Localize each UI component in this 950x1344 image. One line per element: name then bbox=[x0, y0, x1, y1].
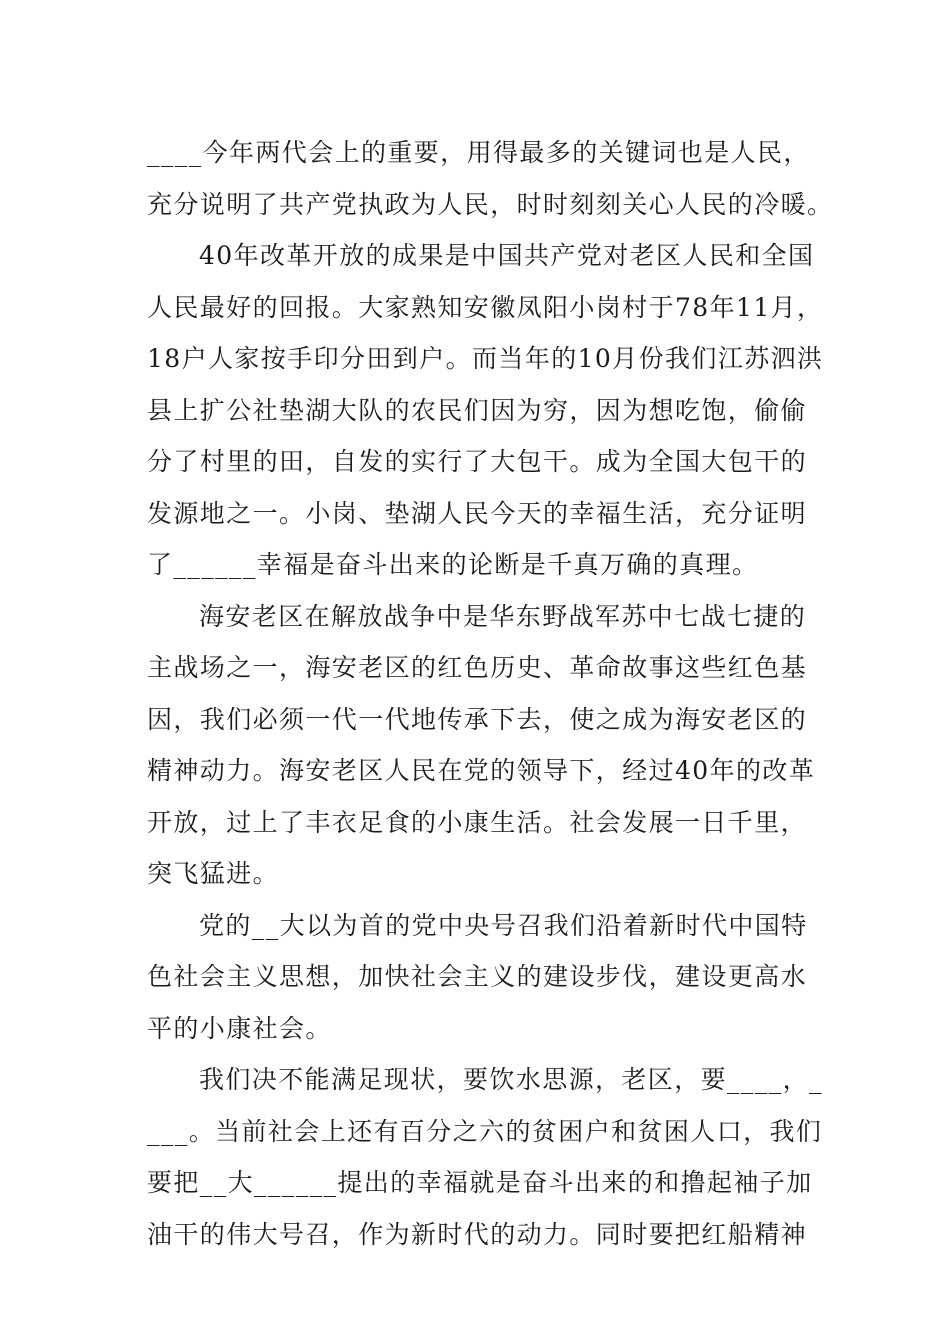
text-line: 18户人家按手印分田到户。而当年的10月份我们江苏泗洪 bbox=[147, 344, 824, 373]
text-line: 人民最好的回报。大家熟知安徽凤阳小岗村于78年11月， bbox=[147, 292, 824, 322]
paragraph-3 bbox=[147, 591, 816, 900]
document-body bbox=[147, 127, 834, 1260]
paragraph-2 bbox=[147, 230, 824, 591]
text-line: 县上扩公社垫湖大队的农民们因为穷，因为想吃饱，偷偷 bbox=[147, 395, 808, 425]
text-line: 精神动力。海安老区人民在党的领导下，经过40年的改革 bbox=[147, 756, 816, 785]
text-line: 了______幸福是奋斗出来的论断是千真万确的真理。 bbox=[147, 550, 759, 579]
paragraph-1 bbox=[147, 127, 834, 230]
text-line: 我们决不能满足现状，要饮水思源，老区，要____，_ bbox=[199, 1065, 823, 1094]
text-line: 党的__大以为首的党中央号召我们沿着新时代中国特 bbox=[199, 910, 808, 940]
text-line: 主战场之一，海安老区的红色历史、革命故事这些红色基 bbox=[147, 653, 808, 682]
text-line: 分了村里的田，自发的实行了大包干。成为全国大包干的 bbox=[147, 447, 808, 476]
text-line: 充分说明了共产党执政为人民，时时刻刻关心人民的冷暖。 bbox=[147, 189, 834, 219]
text-line: ____今年两代会上的重要，用得最多的关键词也是人民， bbox=[147, 138, 810, 167]
text-line: 突飞猛进。 bbox=[147, 859, 280, 888]
paragraph-4 bbox=[147, 900, 807, 1055]
text-line: 色社会主义思想，加快社会主义的建设步伐，建设更高水 bbox=[147, 962, 808, 991]
text-line: 要把__大______提出的幸福就是奋斗出来的和撸起袖子加 bbox=[147, 1168, 813, 1197]
text-line: 平的小康社会。 bbox=[147, 1013, 332, 1043]
text-line: 海安老区在解放战争中是华东野战军苏中七战七捷的 bbox=[199, 601, 807, 631]
text-line: 开放，过上了丰衣足食的小康生活。社会发展一日千里， bbox=[147, 807, 808, 837]
text-line: 因，我们必须一代一代地传承下去，使之成为海安老区的 bbox=[147, 704, 808, 734]
text-line: 40年改革开放的成果是中国共产党对老区人民和全国 bbox=[199, 241, 815, 270]
text-line: 油干的伟大号召，作为新时代的动力。同时要把红船精神 bbox=[147, 1219, 808, 1249]
paragraph-5 bbox=[147, 1054, 823, 1260]
text-line: ___。当前社会上还有百分之六的贫困户和贫困人口，我们 bbox=[147, 1116, 823, 1146]
text-line: 发源地之一。小岗、垫湖人民今天的幸福生活，充分证明 bbox=[147, 498, 808, 528]
